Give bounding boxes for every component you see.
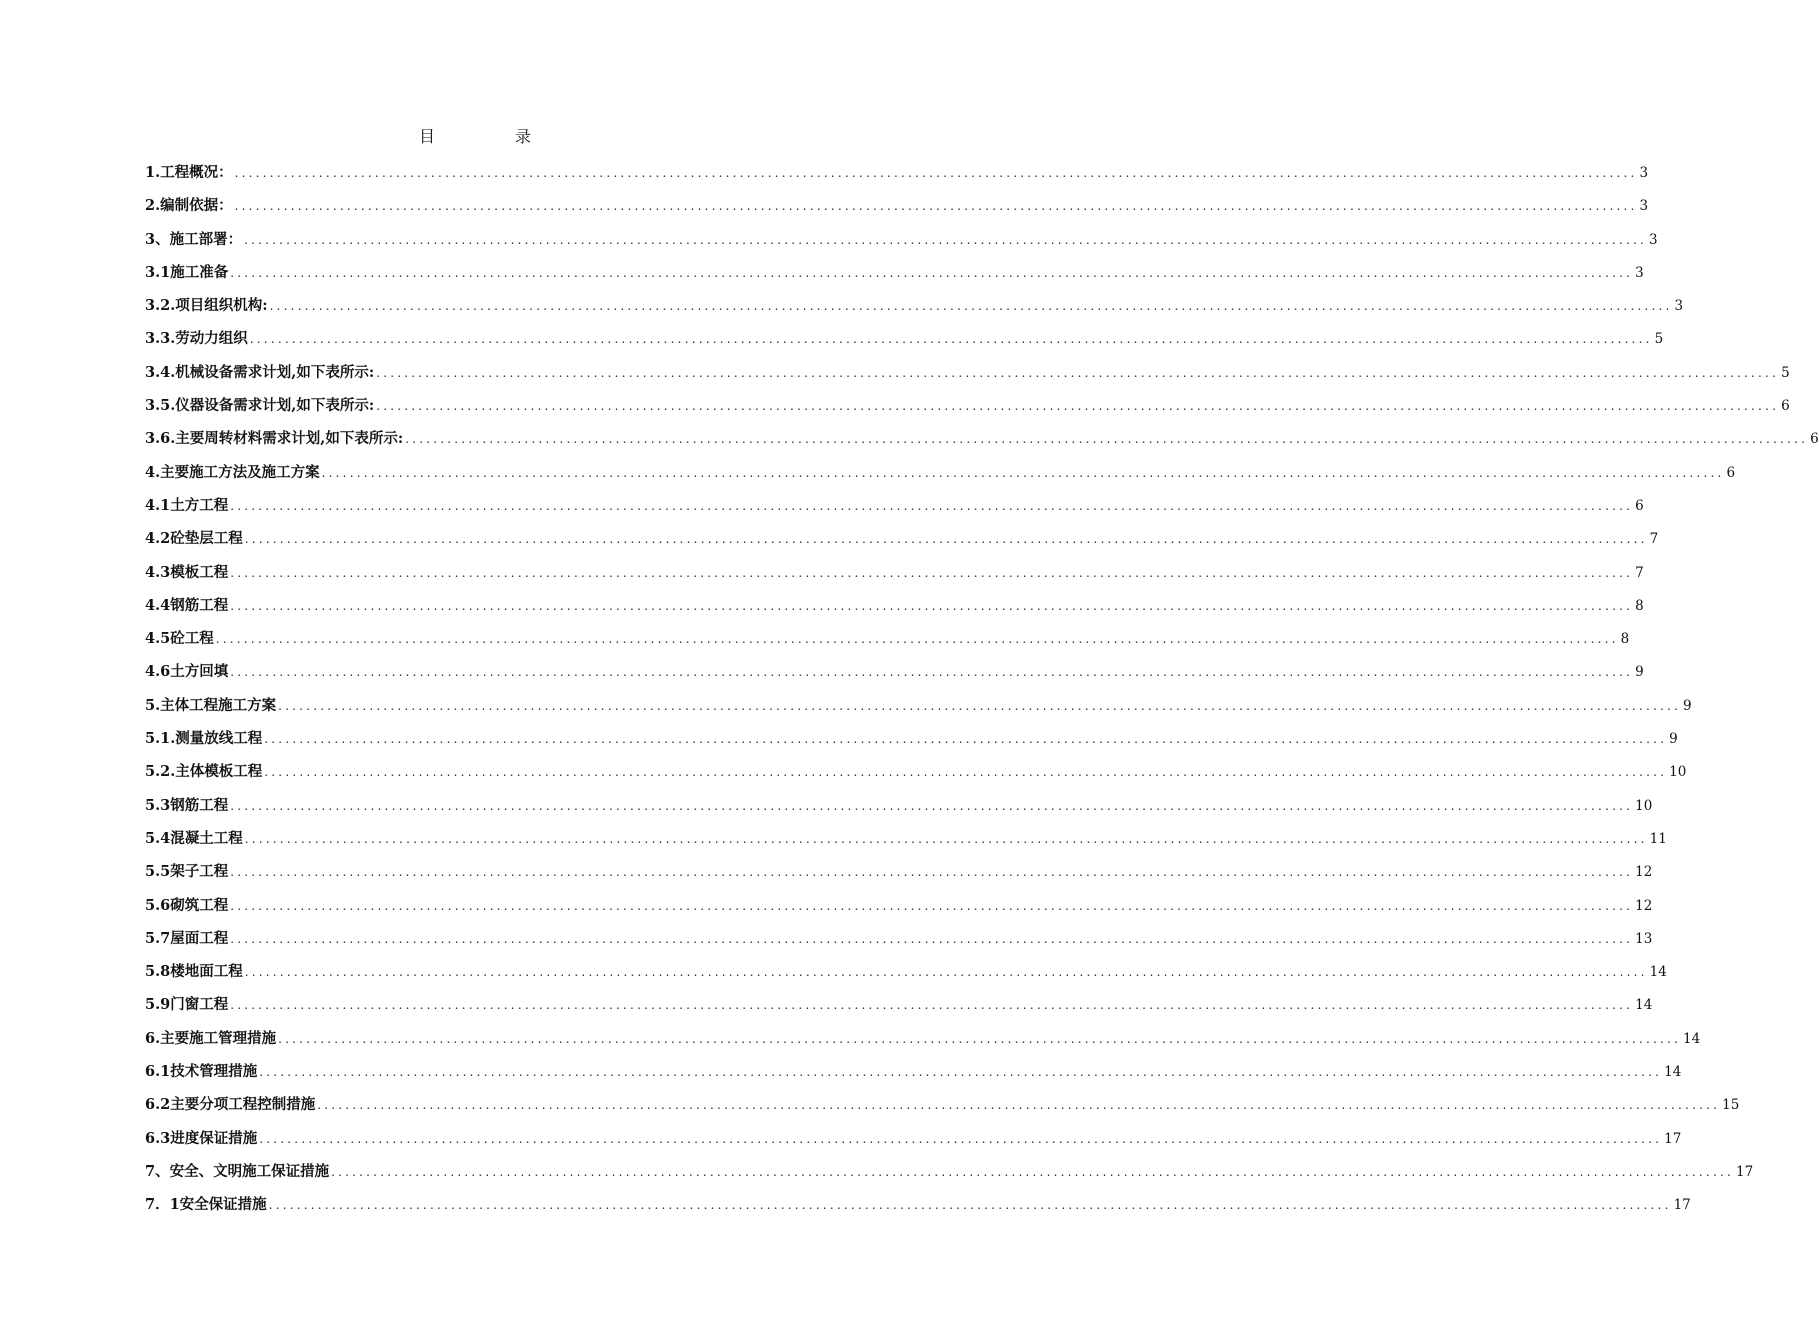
toc-entry-page-number: 5: [1781, 364, 1790, 381]
toc-entry-label: 3.1施工准备: [145, 263, 229, 281]
toc-entry-label: 4.2砼垫层工程: [145, 530, 243, 548]
toc-dot-leader: ........................................................................................................................................................................................................: [230, 565, 1634, 580]
toc-dot-leader: ........................................................................................................................................................................................................: [230, 798, 1634, 813]
toc-entry[interactable]: [145, 256, 1644, 289]
toc-entry-label: 5.7屋面工程: [145, 929, 229, 947]
toc-entry-label: 4.4钢筋工程: [145, 596, 229, 614]
toc-entry-label: 4.5砼工程: [145, 630, 214, 648]
toc-entry-page-number: 3: [1639, 198, 1649, 215]
toc-dot-leader: ........................................................................................................................................................................................................: [264, 732, 1668, 747]
toc-dot-leader: ........................................................................................................................................................................................................: [259, 1131, 1663, 1146]
toc-entry-label: 3.4.机械设备需求计划,如下表所示:: [145, 363, 375, 381]
toc-entry-label: 5.2.主体模板工程: [145, 763, 263, 781]
toc-entry[interactable]: [145, 322, 1664, 355]
toc-dot-leader: ........................................................................................................................................................................................................: [269, 299, 1673, 314]
toc-entry-label: 5.5架子工程: [145, 863, 229, 881]
toc-dot-leader: ........................................................................................................................................................................................................: [244, 232, 1647, 247]
toc-entry-label: 5.8楼地面工程: [145, 963, 243, 981]
toc-entry-page-number: 6: [1781, 398, 1790, 415]
toc-entry-label: 6.主要施工管理措施: [145, 1029, 277, 1047]
toc-entry-page-number: 10: [1669, 764, 1687, 781]
toc-entry[interactable]: [145, 522, 1659, 555]
toc-entry-page-number: 13: [1635, 930, 1653, 947]
toc-entry-page-number: 3: [1648, 231, 1658, 248]
toc-dot-leader: ........................................................................................................................................................................................................: [249, 332, 1653, 347]
toc-entry-page-number: 9: [1635, 664, 1644, 681]
toc-dot-leader: ........................................................................................................................................................................................................: [230, 998, 1634, 1013]
toc-entry-label: 3.3.劳动力组织: [145, 330, 248, 348]
toc-entry[interactable]: [145, 422, 1819, 455]
toc-entry[interactable]: [145, 922, 1653, 955]
toc-entry-page-number: 6: [1810, 431, 1819, 448]
toc-entry-label: 5.主体工程施工方案: [145, 696, 277, 714]
toc-entry-label: 5.3钢筋工程: [145, 796, 229, 814]
toc-entry-label: 3.2.项目组织机构:: [145, 297, 268, 315]
toc-dot-leader: ........................................................................................................................................................................................................: [405, 432, 1809, 447]
toc-dot-leader: ........................................................................................................................................................................................................: [259, 1065, 1663, 1080]
toc-list: [145, 156, 1819, 1222]
toc-entry-page-number: 3: [1639, 165, 1649, 181]
toc-entry-label: 6.1技术管理措施: [145, 1063, 258, 1081]
toc-entry-page-number: 14: [1683, 1030, 1701, 1047]
toc-entry-page-number: 8: [1620, 631, 1630, 648]
toc-entry-page-number: 6: [1635, 497, 1644, 514]
toc-entry[interactable]: [145, 289, 1684, 322]
toc-entry-page-number: 7: [1649, 531, 1659, 548]
toc-dot-leader: ........................................................................................................................................................................................................: [230, 498, 1634, 513]
toc-entry-label: 5.9门窗工程: [145, 996, 229, 1014]
toc-entry-label: 4.1土方工程: [145, 496, 229, 514]
toc-entry-label: 3.6.主要周转材料需求计划,如下表所示:: [145, 430, 404, 448]
toc-entry-label: 1.工程概况：: [145, 164, 233, 181]
toc-entry[interactable]: [145, 1122, 1682, 1155]
toc-entry[interactable]: [145, 556, 1644, 589]
toc-dot-leader: ........................................................................................................................................................................................................: [268, 1198, 1672, 1213]
toc-entry[interactable]: [145, 156, 1649, 189]
toc-entry-page-number: 17: [1664, 1130, 1682, 1147]
toc-dot-leader: ........................................................................................................................................................................................................: [215, 632, 1619, 647]
toc-entry[interactable]: [145, 822, 1667, 855]
toc-entry-page-number: 14: [1649, 964, 1667, 981]
toc-entry[interactable]: [145, 889, 1653, 922]
toc-entry-page-number: 17: [1735, 1163, 1754, 1180]
toc-dot-leader: ........................................................................................................................................................................................................: [278, 1031, 1682, 1046]
toc-entry-page-number: 5: [1654, 331, 1664, 348]
toc-dot-leader: ........................................................................................................................................................................................................: [376, 365, 1780, 380]
toc-dot-leader: ........................................................................................................................................................................................................: [278, 698, 1682, 713]
toc-entry-page-number: 12: [1635, 897, 1653, 914]
toc-entry[interactable]: [145, 755, 1687, 788]
toc-entry[interactable]: [145, 489, 1644, 522]
toc-entry-label: 7、安全、文明施工保证措施: [145, 1162, 330, 1180]
toc-dot-leader: ........................................................................................................................................................................................................: [230, 265, 1634, 280]
toc-entry[interactable]: [145, 855, 1653, 888]
toc-entry-page-number: 9: [1669, 731, 1678, 748]
toc-dot-leader: ........................................................................................................................................................................................................: [234, 199, 1638, 214]
toc-entry[interactable]: [145, 1055, 1682, 1088]
toc-entry-page-number: 3: [1674, 298, 1684, 315]
toc-entry-label: 5.6砌筑工程: [145, 896, 229, 914]
toc-dot-leader: ........................................................................................................................................................................................................: [230, 665, 1634, 680]
toc-entry[interactable]: [145, 1088, 1740, 1121]
toc-title: 目 录: [418, 127, 563, 146]
toc-entry-page-number: 10: [1635, 797, 1653, 814]
toc-dot-leader: ........................................................................................................................................................................................................: [244, 532, 1648, 547]
toc-entry-label: 3、施工部署：: [145, 230, 243, 248]
toc-entry[interactable]: [145, 456, 1736, 489]
toc-dot-leader: ........................................................................................................................................................................................................: [230, 931, 1634, 946]
toc-entry[interactable]: [145, 622, 1630, 655]
toc-entry-page-number: 8: [1635, 597, 1644, 614]
toc-entry[interactable]: [145, 356, 1790, 389]
toc-entry-page-number: 12: [1635, 864, 1653, 881]
toc-dot-leader: ........................................................................................................................................................................................................: [264, 765, 1668, 780]
toc-entry-label: 3.5.仪器设备需求计划,如下表所示:: [145, 397, 375, 415]
toc-entry[interactable]: [145, 655, 1644, 688]
toc-entry-page-number: 14: [1635, 997, 1653, 1014]
toc-entry-label: 5.4混凝土工程: [145, 829, 243, 847]
toc-entry[interactable]: [145, 223, 1658, 256]
toc-dot-leader: ........................................................................................................................................................................................................: [376, 399, 1780, 414]
toc-dot-leader: ........................................................................................................................................................................................................: [234, 166, 1638, 180]
toc-dot-leader: ........................................................................................................................................................................................................: [230, 898, 1634, 913]
toc-entry-page-number: 7: [1635, 564, 1644, 581]
toc-dot-leader: ........................................................................................................................................................................................................: [331, 1164, 1734, 1179]
toc-entry-page-number: 17: [1673, 1197, 1691, 1214]
toc-entry[interactable]: [145, 689, 1692, 722]
toc-entry[interactable]: [145, 389, 1790, 422]
toc-entry-label: 4.6土方回填: [145, 663, 229, 681]
toc-entry-page-number: 9: [1683, 697, 1692, 714]
toc-entry[interactable]: [145, 189, 1649, 222]
toc-dot-leader: ........................................................................................................................................................................................................: [244, 831, 1648, 846]
toc-dot-leader: ........................................................................................................................................................................................................: [317, 1098, 1721, 1113]
toc-entry[interactable]: [145, 1022, 1701, 1055]
toc-dot-leader: ........................................................................................................................................................................................................: [244, 965, 1648, 980]
toc-entry-page-number: 14: [1664, 1064, 1682, 1081]
toc-entry[interactable]: [145, 589, 1644, 622]
toc-entry[interactable]: [145, 789, 1653, 822]
toc-entry-page-number: 3: [1635, 264, 1644, 281]
toc-entry[interactable]: [145, 955, 1667, 988]
toc-entry-page-number: 15: [1722, 1097, 1740, 1114]
toc-entry[interactable]: [145, 988, 1653, 1021]
toc-entry-page-number: 6: [1726, 464, 1736, 481]
toc-dot-leader: ........................................................................................................................................................................................................: [230, 865, 1634, 880]
toc-entry-label: 4.3模板工程: [145, 563, 229, 581]
toc-entry-label: 6.2主要分项工程控制措施: [145, 1096, 316, 1114]
toc-entry-label: 4.主要施工方法及施工方案: [145, 463, 320, 481]
toc-dot-leader: ........................................................................................................................................................................................................: [321, 465, 1725, 480]
toc-entry-label: 7．1安全保证措施: [145, 1196, 267, 1214]
toc-entry-label: 6.3进度保证措施: [145, 1129, 258, 1147]
toc-entry[interactable]: [145, 1188, 1691, 1221]
toc-entry-label: 2.编制依据：: [145, 197, 233, 215]
toc-entry[interactable]: [145, 1155, 1754, 1188]
toc-entry[interactable]: [145, 722, 1678, 755]
toc-entry-label: 5.1.测量放线工程: [145, 730, 263, 748]
toc-dot-leader: ........................................................................................................................................................................................................: [230, 598, 1634, 613]
toc-entry-page-number: 11: [1649, 830, 1667, 847]
